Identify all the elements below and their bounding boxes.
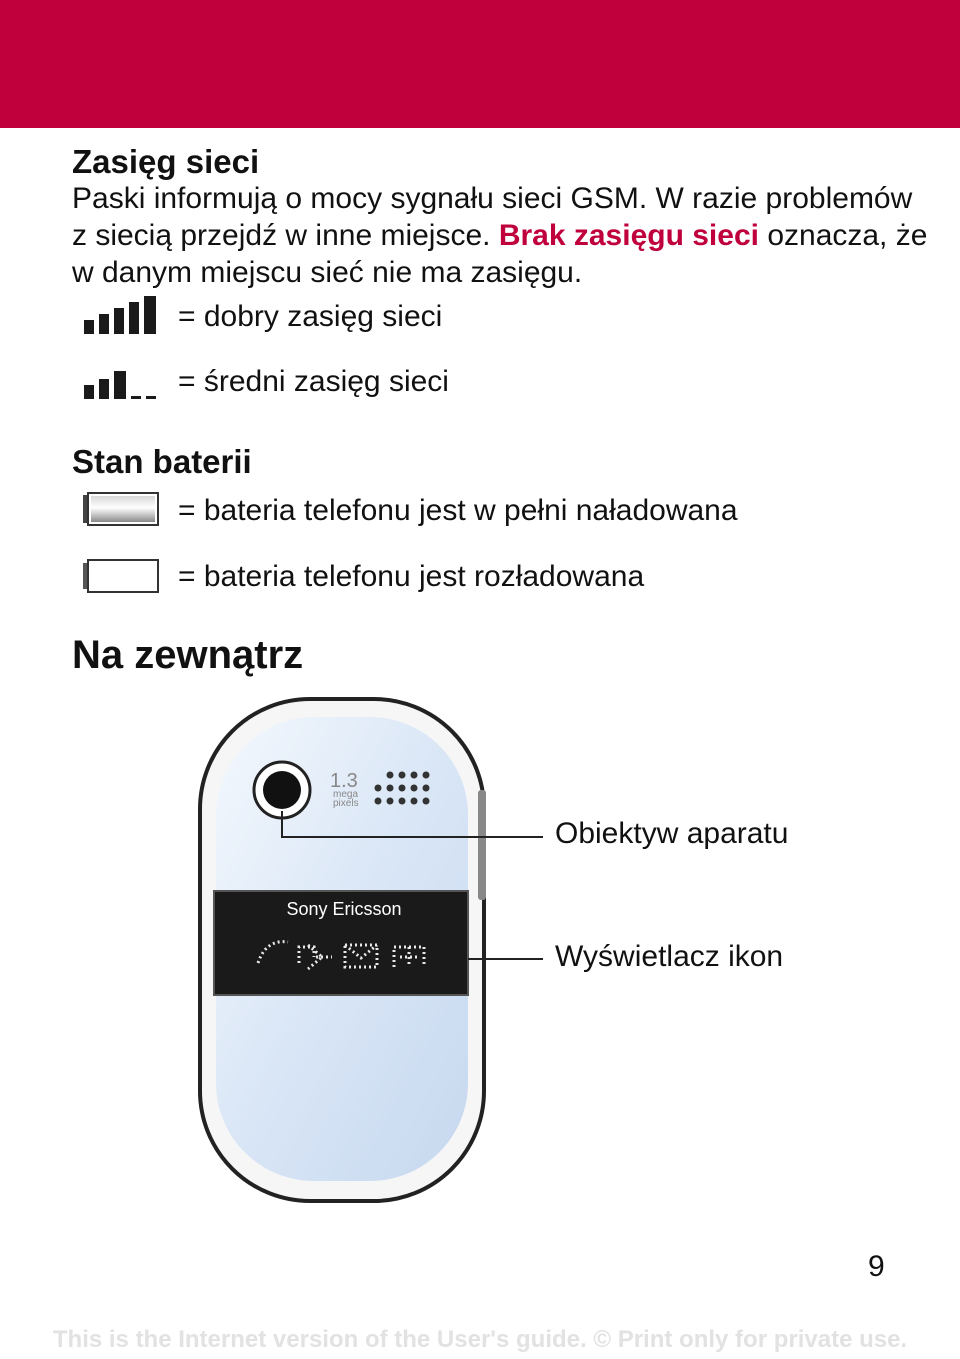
camera-text-3: pixels [333, 798, 359, 809]
header-band [0, 0, 960, 128]
callout-icon-display: Wyświetlacz ikon [555, 940, 784, 973]
battery-empty-label: = bateria telefonu jest rozładowana [178, 560, 645, 593]
camera-text-1: 1.3 [330, 770, 358, 792]
callout-camera-lens: Obiektyw aparatu [555, 817, 789, 850]
camera-lens [254, 762, 310, 818]
section-heading-battery: Stan baterii [72, 443, 252, 480]
battery-empty-icon [82, 556, 162, 602]
battery-full-icon [82, 490, 162, 536]
battery-full-label: = bateria telefonu jest w pełni naładowana [178, 494, 738, 527]
phone-illustration [196, 695, 496, 1205]
section-heading-signal: Zasięg sieci [72, 143, 260, 180]
signal-medium-label: = średni zasięg sieci [178, 365, 449, 398]
signal-full-icon [82, 296, 162, 342]
brand-logo: Sony Ericsson [286, 899, 402, 919]
signal-medium-icon [82, 361, 162, 407]
signal-description-highlight: Brak zasięgu sieci [498, 219, 759, 252]
section-heading-outside: Na zewnątrz [72, 633, 304, 677]
footer-disclaimer: This is the Internet version of the User's guide. © Print only for private use. [52, 1326, 908, 1353]
signal-description-text-2: oznacza, że w danym miejscu sieć nie ma zasięgu. [72, 219, 928, 289]
signal-description [72, 180, 932, 291]
signal-description-text-1: Paski informują o mocy sygnału sieci GSM. W razie problemów z siecią przejdź w inne miejsce. [72, 182, 913, 252]
callout-leaders [495, 830, 545, 970]
camera-text-2: mega [333, 789, 359, 800]
page-number: 9 [868, 1250, 885, 1283]
signal-full-label: = dobry zasięg sieci [178, 300, 443, 333]
